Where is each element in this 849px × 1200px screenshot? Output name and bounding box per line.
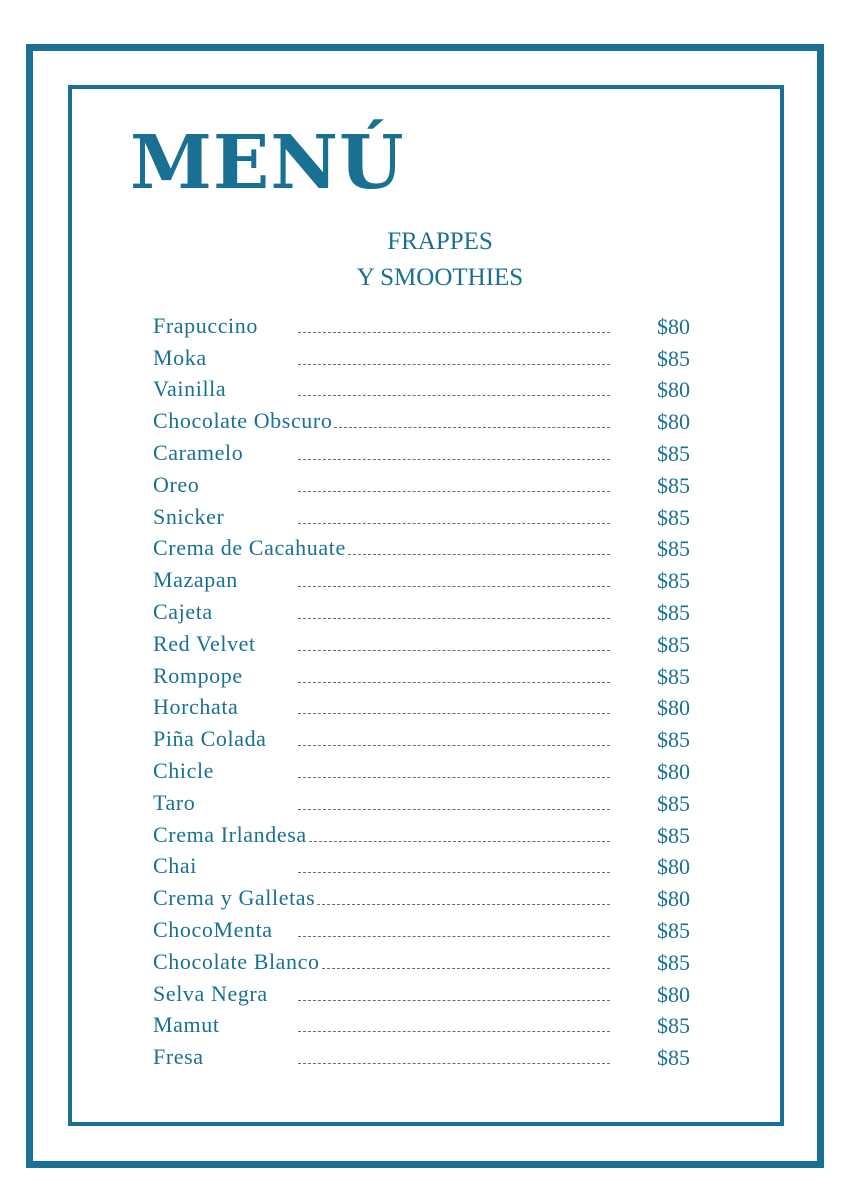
menu-item-name: Oreo xyxy=(153,471,200,497)
menu-item-price: $80 xyxy=(657,409,690,435)
dotted-leader xyxy=(298,332,610,333)
menu-item xyxy=(153,1040,698,1072)
menu-item xyxy=(153,373,698,405)
menu-item-name: Vainilla xyxy=(153,376,227,402)
menu-item xyxy=(153,404,698,436)
menu-item-price: $85 xyxy=(657,536,690,562)
dotted-leader xyxy=(298,936,610,937)
menu-item xyxy=(153,627,698,659)
menu-item-price: $85 xyxy=(657,345,690,371)
dotted-leader xyxy=(298,395,610,396)
menu-item-name: Frapuccino xyxy=(153,312,258,338)
menu-item xyxy=(153,754,698,786)
menu-item-name: Mamut xyxy=(153,1012,220,1038)
menu-item xyxy=(153,595,698,627)
menu-item-price: $85 xyxy=(657,917,690,943)
menu-item-name: Crema Irlandesa xyxy=(153,821,307,847)
menu-item-name: Rompope xyxy=(153,662,243,688)
menu-item-price: $85 xyxy=(657,1045,690,1071)
dotted-leader xyxy=(322,968,610,969)
menu-item-name: Fresa xyxy=(153,1044,204,1070)
dotted-leader xyxy=(298,523,610,524)
menu-item-name: Chocolate Blanco xyxy=(153,948,320,974)
menu-item-name: Chocolate Obscuro xyxy=(153,408,333,434)
menu-item-price: $85 xyxy=(657,949,690,975)
menu-item xyxy=(153,1009,698,1041)
menu-item xyxy=(153,691,698,723)
dotted-leader xyxy=(298,872,610,873)
section-title xyxy=(250,224,630,296)
menu-item-price: $80 xyxy=(657,981,690,1007)
menu-title: MENÚ xyxy=(130,120,405,206)
menu-item xyxy=(153,532,698,564)
menu-item-price: $85 xyxy=(657,727,690,753)
menu-item-name: Crema y Galletas xyxy=(153,885,316,911)
menu-item-name: Moka xyxy=(153,344,207,370)
menu-item-price: $85 xyxy=(657,472,690,498)
menu-item-price: $80 xyxy=(657,886,690,912)
menu-item xyxy=(153,818,698,850)
dotted-leader xyxy=(298,586,610,587)
menu-item xyxy=(153,309,698,341)
menu-item-price: $85 xyxy=(657,1013,690,1039)
menu-item xyxy=(153,881,698,913)
menu-item xyxy=(153,659,698,691)
dotted-leader xyxy=(298,650,610,651)
menu-item xyxy=(153,341,698,373)
menu-item xyxy=(153,436,698,468)
dotted-leader xyxy=(298,459,610,460)
dotted-leader xyxy=(298,682,610,683)
dotted-leader xyxy=(298,618,610,619)
dotted-leader xyxy=(334,427,610,428)
menu-item-price: $85 xyxy=(657,440,690,466)
menu-item-price: $85 xyxy=(657,599,690,625)
menu-item-name: Cajeta xyxy=(153,598,213,624)
menu-item-name: Selva Negra xyxy=(153,980,268,1006)
dotted-leader xyxy=(309,841,610,842)
menu-item-price: $85 xyxy=(657,568,690,594)
menu-item-name: Chicle xyxy=(153,757,215,783)
menu-item-list xyxy=(153,309,698,1072)
dotted-leader xyxy=(298,1063,610,1064)
dotted-leader xyxy=(298,491,610,492)
menu-item xyxy=(153,786,698,818)
menu-item xyxy=(153,945,698,977)
menu-item-name: ChocoMenta xyxy=(153,916,273,942)
dotted-leader xyxy=(348,554,610,555)
menu-item-name: Horchata xyxy=(153,694,239,720)
menu-item-name: Chai xyxy=(153,853,197,879)
menu-item xyxy=(153,977,698,1009)
dotted-leader xyxy=(298,1031,610,1032)
section-title-line-1: FRAPPES xyxy=(387,228,493,255)
menu-item-price: $80 xyxy=(657,377,690,403)
dotted-leader xyxy=(298,1000,610,1001)
menu-item xyxy=(153,563,698,595)
menu-item xyxy=(153,500,698,532)
menu-item-name: Snicker xyxy=(153,503,225,529)
menu-item-name: Caramelo xyxy=(153,439,244,465)
menu-item-price: $85 xyxy=(657,631,690,657)
menu-item-price: $80 xyxy=(657,758,690,784)
menu-item-price: $85 xyxy=(657,504,690,530)
menu-item-price: $85 xyxy=(657,790,690,816)
dotted-leader xyxy=(317,904,610,905)
menu-item-price: $85 xyxy=(657,822,690,848)
menu-item-price: $80 xyxy=(657,695,690,721)
dotted-leader xyxy=(298,713,610,714)
menu-item-name: Mazapan xyxy=(153,567,238,593)
dotted-leader xyxy=(298,745,610,746)
menu-item-name: Piña Colada xyxy=(153,726,267,752)
dotted-leader xyxy=(298,777,610,778)
section-title-line-2: Y SMOOTHIES xyxy=(356,264,524,291)
dotted-leader xyxy=(298,809,610,810)
menu-item-name: Crema de Cacahuate xyxy=(153,535,346,561)
menu-item-price: $85 xyxy=(657,663,690,689)
menu-item-name: Taro xyxy=(153,789,196,815)
menu-item-price: $80 xyxy=(657,854,690,880)
menu-item-name: Red Velvet xyxy=(153,630,256,656)
dotted-leader xyxy=(298,364,610,365)
menu-item xyxy=(153,850,698,882)
menu-item xyxy=(153,722,698,754)
menu-item-price: $80 xyxy=(657,313,690,339)
menu-item xyxy=(153,913,698,945)
menu-item xyxy=(153,468,698,500)
